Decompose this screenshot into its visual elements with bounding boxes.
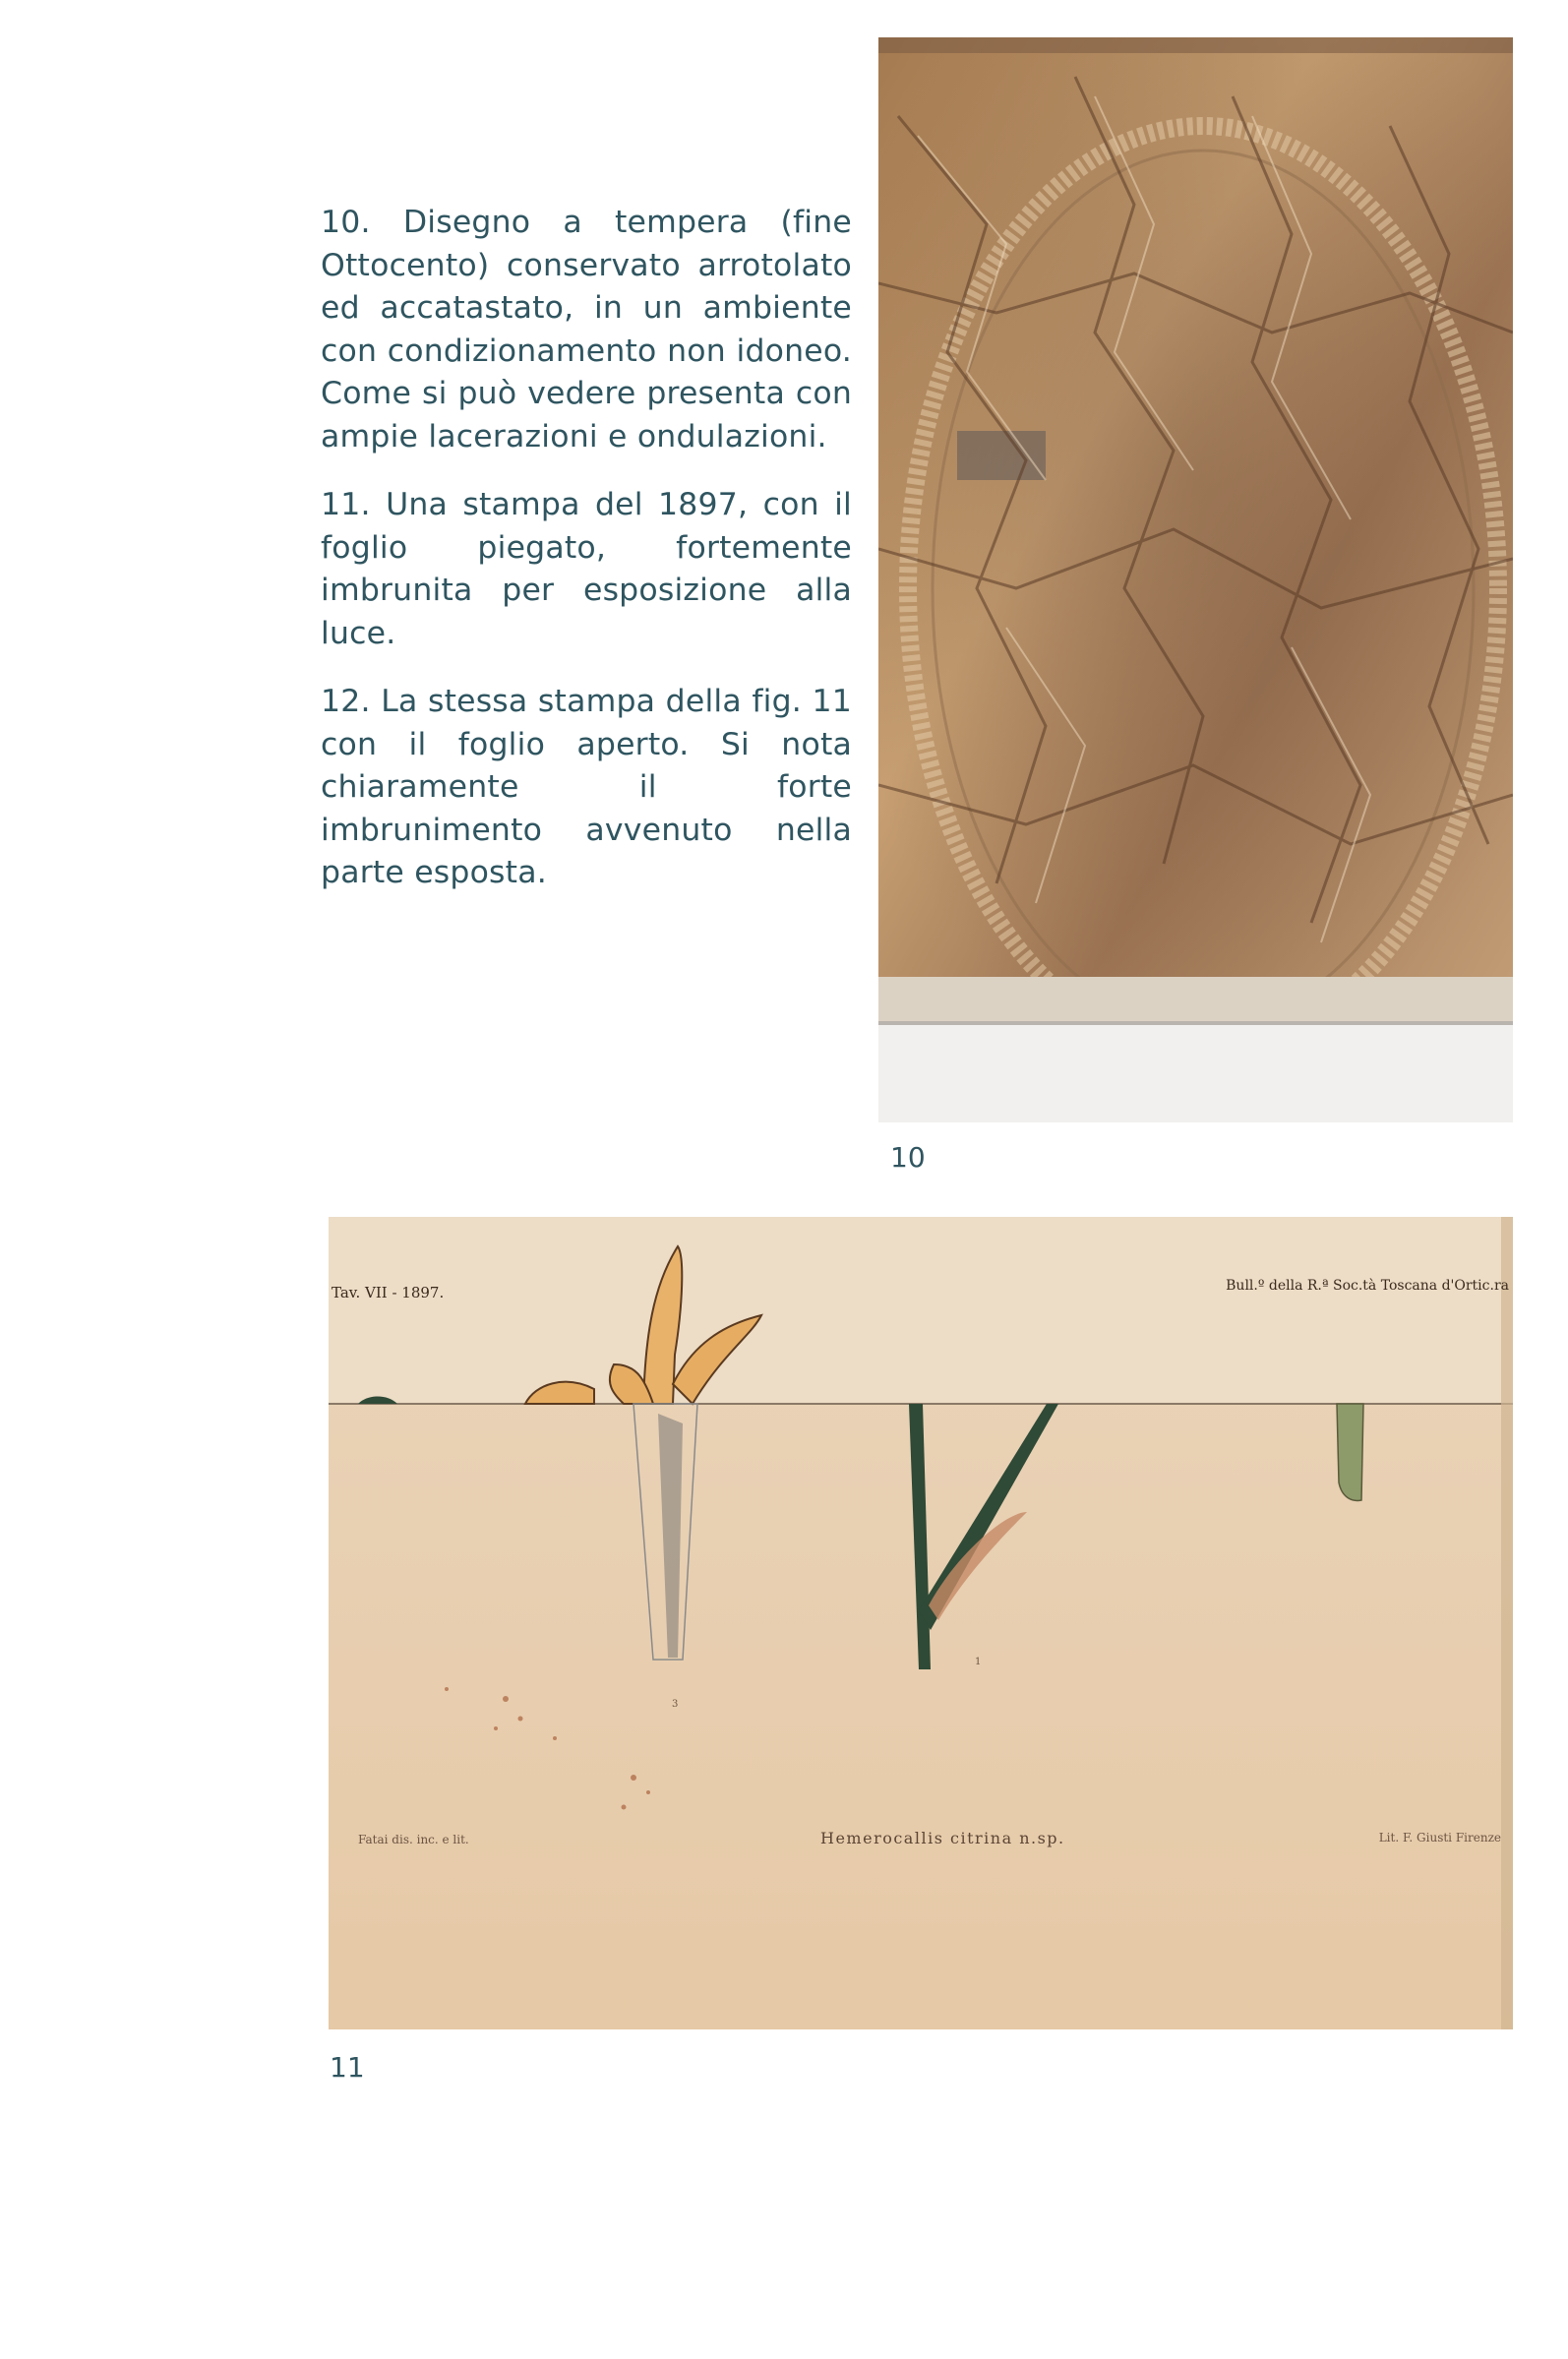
caption-number: 10.: [321, 205, 371, 240]
caption-text: Una stampa del 1897, con il foglio piegato, fortemente imbrunita per esposizione alla luce.: [321, 487, 852, 651]
caption-number: 11.: [321, 487, 371, 522]
caption-text: Disegno a tempera (fine Ottocento) conservato arrotolato ed accatastato, in un ambiente con condizionamento non idoneo. Come si può vedere presenta con ampie lacerazioni e ondulazioni.: [321, 205, 852, 454]
caption-block: [321, 202, 852, 921]
caption-text: La stessa stampa della fig. 11 con il foglio aperto. Si nota chiaramente il forte imbrunimento avvenuto nella parte esposta.: [321, 684, 852, 890]
botanical-print-image: [329, 1217, 1513, 2029]
figure-10-crumpled-drawing: [878, 37, 1513, 1122]
plate-label: Tav. VII - 1897.: [332, 1284, 445, 1301]
caption-11: [321, 484, 852, 655]
figure-11-botanical-print: [329, 1217, 1513, 2029]
caption-number: 12.: [321, 684, 371, 719]
caption-10: [321, 202, 852, 458]
crumpled-drawing-image: [878, 37, 1513, 1122]
figure-number-11: 11: [330, 2051, 365, 2084]
lithographer-credit: Lit. F. Giusti Firenze: [1378, 1831, 1501, 1845]
figure-label-1: 1: [975, 1657, 982, 1667]
figure-number-10: 10: [890, 1141, 926, 1174]
species-label: Hemerocallis citrina n.sp.: [820, 1829, 1065, 1847]
bud-stem: [1337, 1404, 1363, 1500]
drawer-credit: Fatai dis. inc. e lit.: [358, 1833, 469, 1846]
figure-label-3: 3: [672, 1699, 679, 1710]
bulletin-label: Bull.º della R.ª Soc.tà Toscana d'Ortic.ra: [1226, 1278, 1509, 1294]
caption-12: [321, 681, 852, 895]
